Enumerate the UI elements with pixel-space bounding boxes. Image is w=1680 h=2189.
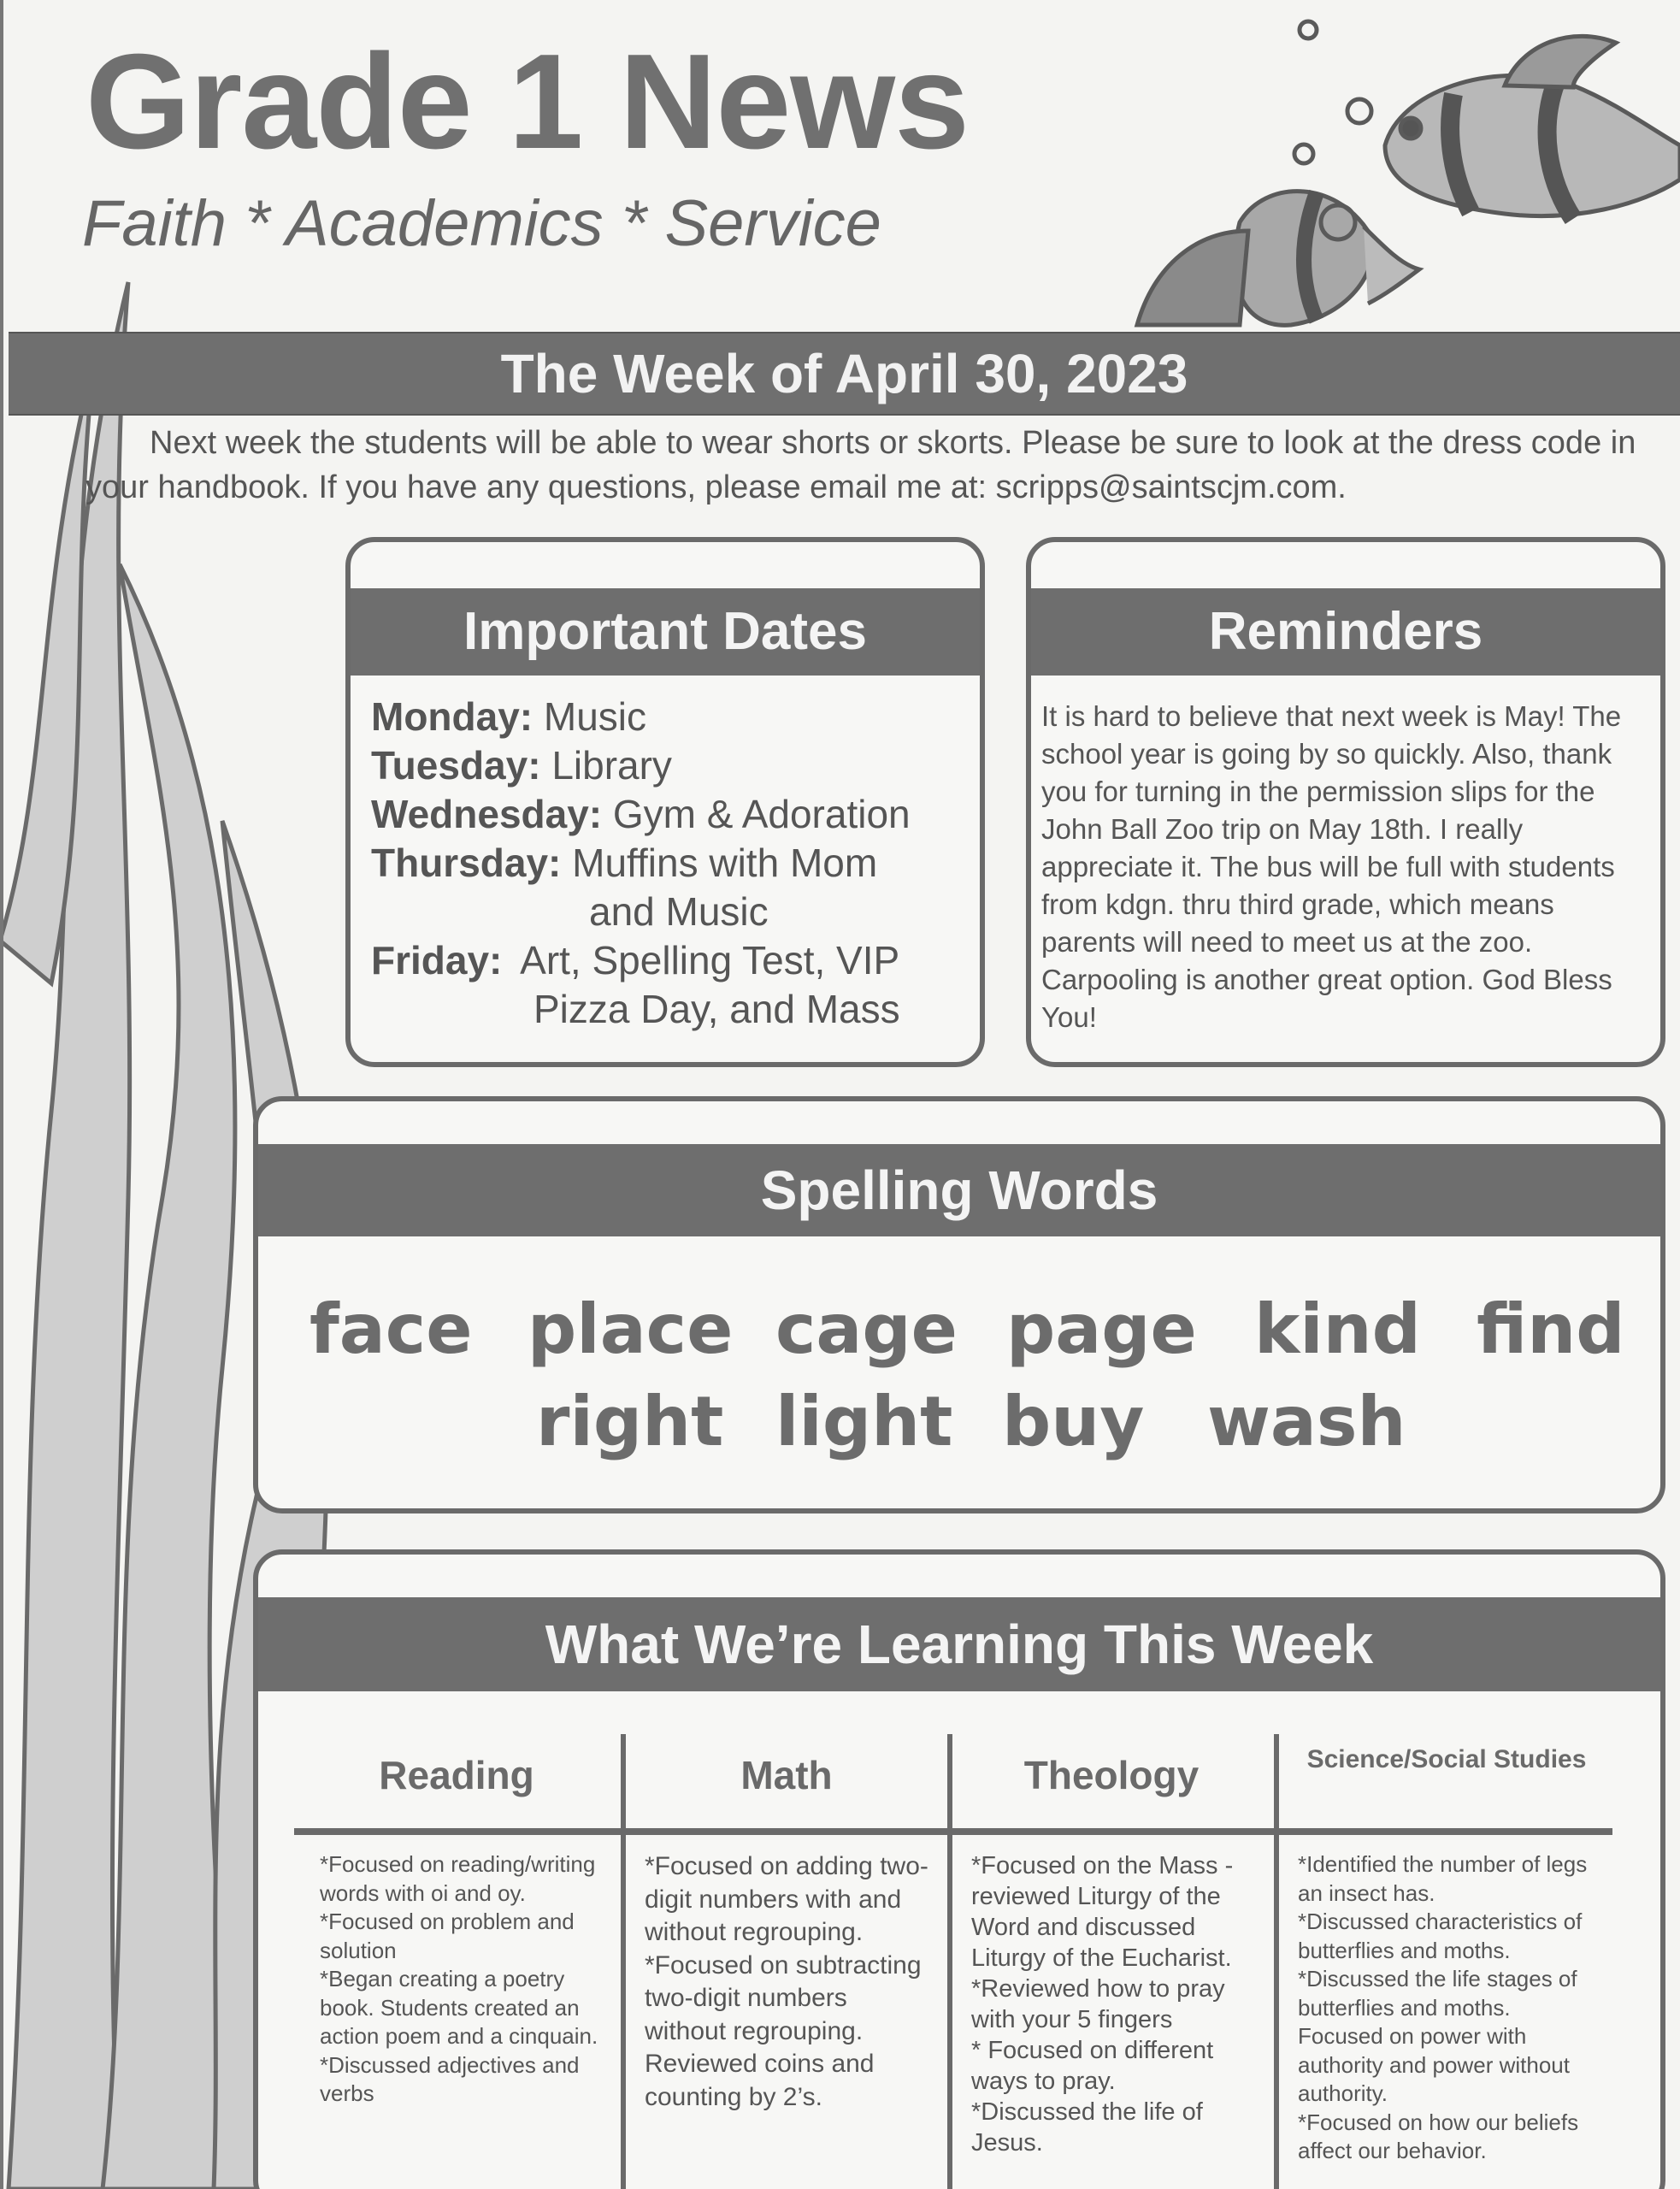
clownfish-eye	[1400, 118, 1421, 139]
date-event-continued: Pizza Day, and Mass	[533, 987, 900, 1031]
butterflyfish-tail	[1364, 227, 1419, 304]
motto: Faith * Academics * Service	[82, 187, 881, 260]
spelling-word: light	[775, 1382, 953, 1461]
clownfish-fin	[1505, 36, 1616, 87]
date-event: Library	[551, 743, 672, 788]
bubble	[1300, 21, 1317, 38]
clownfish-body	[1385, 75, 1680, 215]
column-text-theology: *Focused on the Mass - reviewed Liturgy of the Word and discussed Liturgy of the Eucharist. *Reviewed how to pray with your 5 fingers * Focused on different ways to pray. *Discussed the life of Jesus.	[971, 1852, 1234, 2157]
column-title-science: Science/Social Studies	[1306, 1745, 1587, 1773]
important-dates-list	[371, 693, 970, 1034]
spelling-word: wash	[1207, 1382, 1406, 1461]
spelling-word: page	[1006, 1289, 1197, 1369]
date-day: Monday:	[371, 694, 533, 739]
date-event: Muffins with Mom	[572, 841, 878, 885]
spelling-word: place	[528, 1289, 734, 1369]
column-header-rule	[294, 1828, 1612, 1835]
date-day: Friday:	[371, 938, 503, 982]
spelling-words-heading: Spelling Words	[258, 1144, 1660, 1236]
important-dates-box	[345, 537, 985, 1067]
learning-box	[253, 1549, 1665, 2189]
week-banner	[9, 332, 1680, 416]
column-text-math: *Focused on adding two-digit numbers with and without regrouping. *Focused on subtracting two-digit numbers without regrouping. Reviewed coins and counting by 2’s.	[645, 1852, 928, 2111]
spelling-word: cage	[775, 1289, 958, 1369]
bubble	[1294, 145, 1313, 163]
spelling-word: buy	[1002, 1382, 1145, 1461]
column-text-science: *Identified the number of legs an insect has. *Discussed characteristics of butterflies and moths. *Discussed the life stages of butterflies and moths. Focused on power with authority and power without authority. *Focused on how our beliefs affect our behavior.	[1298, 1851, 1588, 2163]
date-day: Tuesday:	[371, 743, 541, 788]
date-item-tuesday	[371, 741, 970, 790]
reminders-text: It is hard to believe that next week is May! The school year is going by so quickly. Also, thank you for turning in the permission slips for the John Ball Zoo trip on May 18th. I really appreciate it. The bus will be full with students from kdgn. thru third grade, which means parents will need to meet us at the zoo. Carpooling is another great option. God Bless You!	[1041, 700, 1622, 1033]
butterflyfish-fin	[1137, 231, 1248, 325]
spelling-words-box	[253, 1096, 1665, 1513]
spelling-word: face	[309, 1289, 473, 1369]
date-event: Art, Spelling Test, VIP	[520, 938, 900, 982]
column-divider	[947, 1734, 952, 2189]
fish-illustration	[1026, 9, 1680, 333]
important-dates-heading: Important Dates	[351, 588, 980, 676]
spelling-word: kind	[1254, 1289, 1421, 1369]
column-divider	[621, 1734, 626, 2189]
date-item-wednesday	[371, 790, 970, 839]
date-item-monday	[371, 693, 970, 741]
column-title-theology: Theology	[1023, 1753, 1200, 1797]
column-title-math: Math	[740, 1753, 833, 1797]
page-title: Grade 1 News	[85, 27, 970, 177]
week-banner-text: The Week of April 30, 2023	[500, 343, 1188, 404]
intro-paragraph: Next week the students will be able to wear shorts or skorts. Please be sure to look at the dress code in your handbook. If you have any questions, please email me at: scripps@saintscjm.com.	[85, 425, 1636, 505]
date-day: Thursday:	[371, 841, 562, 885]
column-title-reading: Reading	[379, 1753, 534, 1797]
reminders-heading: Reminders	[1031, 588, 1660, 676]
date-event: Music	[543, 694, 647, 739]
date-item-friday	[371, 936, 970, 1034]
spelling-word: find	[1477, 1289, 1625, 1369]
date-event: Gym & Adoration	[612, 792, 911, 836]
column-text-reading: *Focused on reading/writing words with oi and oy. *Focused on problem and solution *Began creating a poetry book. Students created an action poem and a cinquain. *Discussed adjectives and verbs	[320, 1851, 598, 2106]
column-divider	[1274, 1734, 1279, 2189]
spelling-word: right	[536, 1382, 724, 1461]
reminders-box	[1026, 537, 1665, 1067]
date-item-thursday	[371, 839, 970, 936]
date-day: Wednesday:	[371, 792, 603, 836]
learning-heading: What We’re Learning This Week	[258, 1597, 1660, 1691]
bubble	[1347, 99, 1371, 123]
left-border	[0, 0, 3, 2189]
date-event-continued: and Music	[589, 889, 769, 934]
